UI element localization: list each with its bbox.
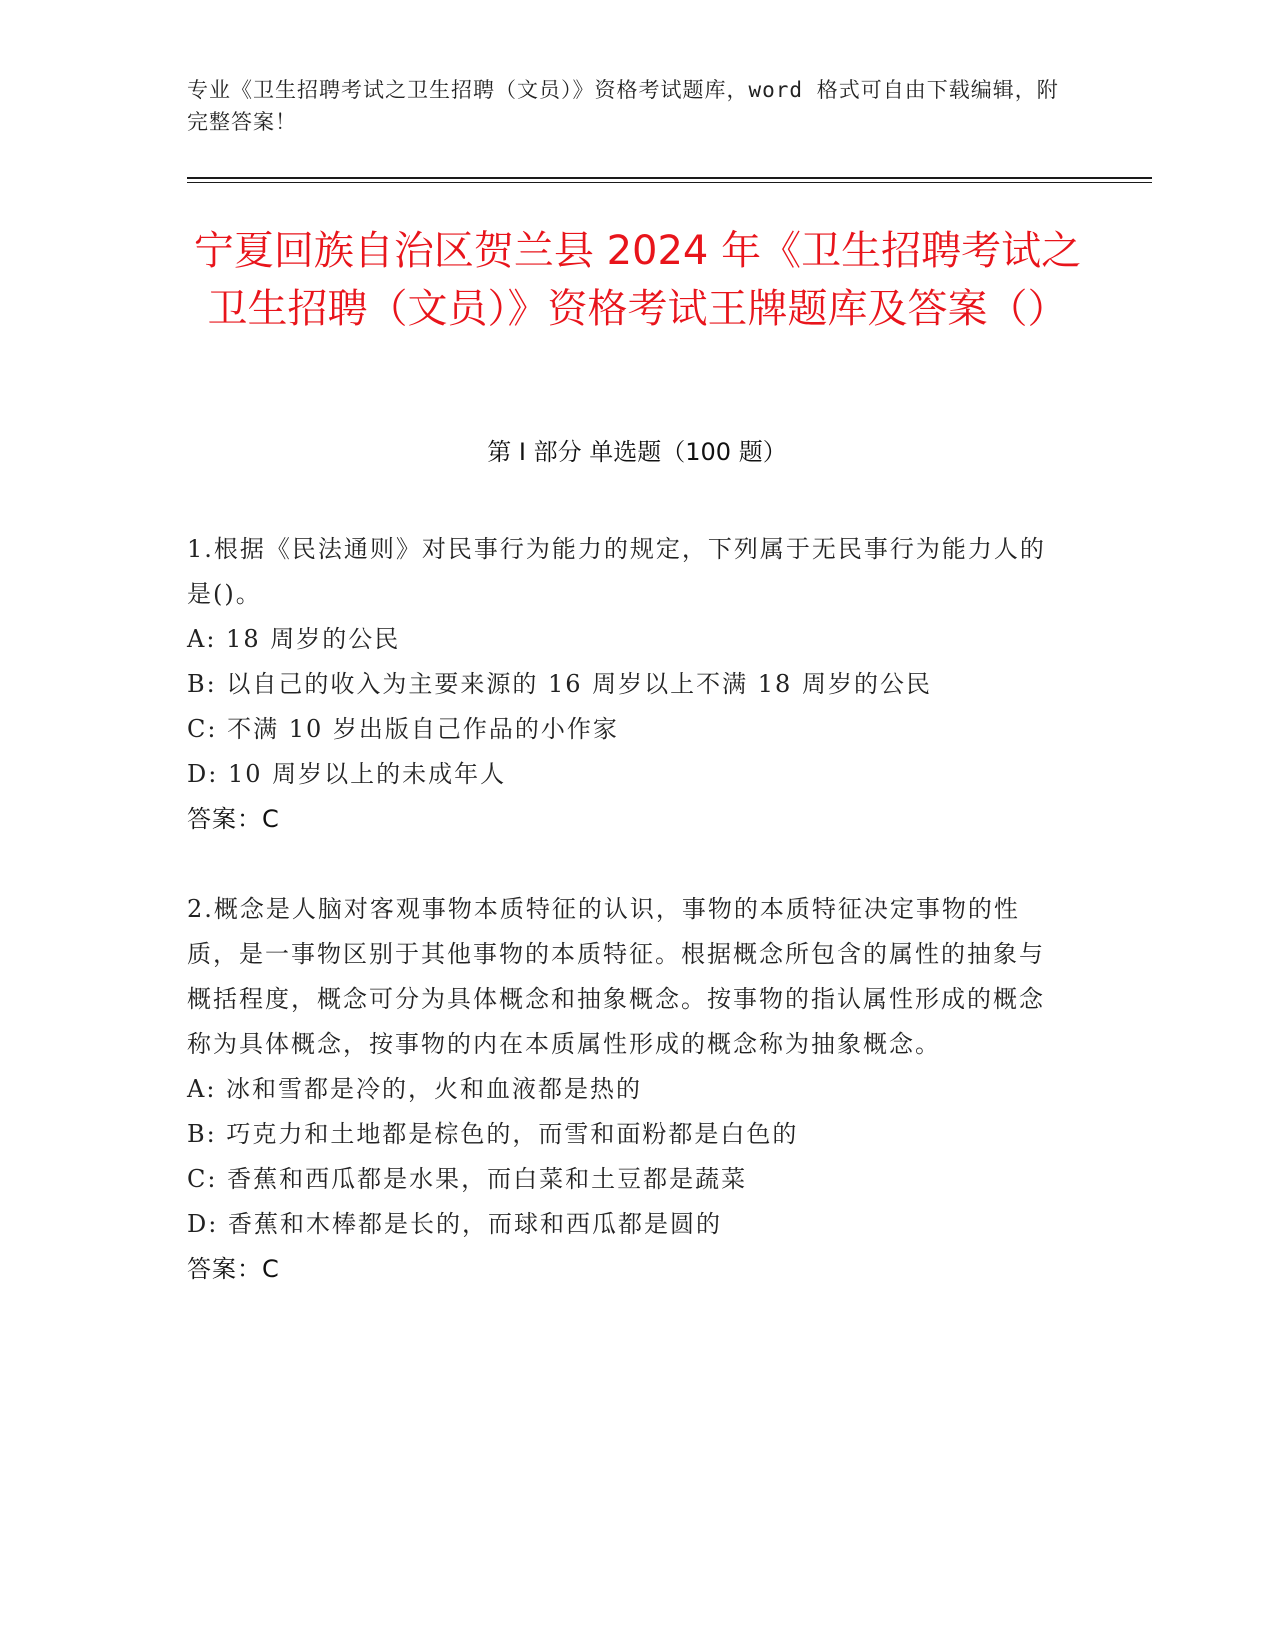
document-title: 宁夏回族自治区贺兰县 2024 年《卫生招聘考试之卫生招聘（文员）》资格考试王牌题库及答案（） — [193, 228, 1082, 332]
question-1 — [187, 527, 1067, 842]
option-b: B: 以自己的收入为主要来源的 16 周岁以上不满 18 周岁的公民 — [187, 670, 932, 698]
option-a: A: 冰和雪都是冷的，火和血液都是热的 — [187, 1075, 643, 1103]
question-stem: 2.概念是人脑对客观事物本质特征的认识，事物的本质特征决定事物的性质，是一事物区别于其他事物的本质特征。根据概念所包含的属性的抽象与概括程度，概念可分为具体概念和抽象概念。按事物的指认属性形成的概念称为具体概念，按事物的内在本质属性形成的概念称为抽象概念。 — [187, 895, 1045, 1058]
option-d: D: 香蕉和木棒都是长的，而球和西瓜都是圆的 — [187, 1210, 722, 1238]
section-heading: 第 I 部分 单选题（100 题） — [487, 438, 787, 466]
answer-line: 答案：C — [187, 805, 280, 833]
question-2 — [187, 887, 1067, 1292]
option-d: D: 10 周岁以上的未成年人 — [187, 760, 507, 788]
option-c: C: 香蕉和西瓜都是水果，而白菜和土豆都是蔬菜 — [187, 1165, 748, 1193]
header-divider-thin — [187, 182, 1152, 183]
header-note: 专业《卫生招聘考试之卫生招聘（文员）》资格考试题库，word 格式可自由下载编辑，附完整答案！ — [187, 78, 1059, 134]
header-divider — [187, 177, 1152, 179]
question-stem: 1.根据《民法通则》对民事行为能力的规定，下列属于无民事行为能力人的是()。 — [187, 535, 1046, 608]
option-c: C: 不满 10 岁出版自己作品的小作家 — [187, 715, 619, 743]
option-b: B: 巧克力和土地都是棕色的，而雪和面粉都是白色的 — [187, 1120, 799, 1148]
option-a: A: 18 周岁的公民 — [187, 625, 401, 653]
answer-line: 答案：C — [187, 1255, 280, 1283]
